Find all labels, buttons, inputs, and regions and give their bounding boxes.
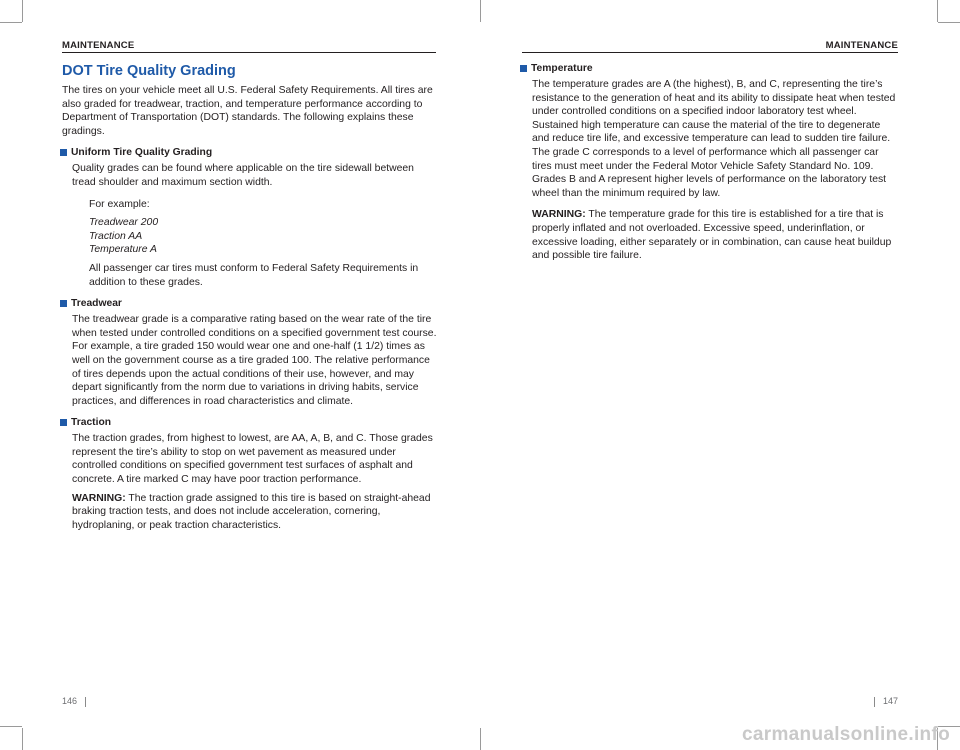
uniform-heading-label: Uniform Tire Quality Grading: [71, 147, 213, 159]
right-column: [522, 62, 900, 263]
example-traction: Traction AA: [89, 230, 143, 242]
warning-label: WARNING:: [72, 492, 126, 504]
temperature-warning: [532, 208, 900, 262]
page-number: 146: [62, 696, 78, 706]
header-rule: [522, 52, 898, 53]
traction-warning: [72, 492, 440, 533]
treadwear-paragraph: The treadwear grade is a comparative rating based on the wear rate of the tire when tested under controlled conditions on a specified government test course. For example, a tire graded 150 would wear one and one-half (1 1/2) times as well on the government course as a tire graded 100. The relative performance of tires depends upon the actual conditions of their use, however, and may depart significantly from the norm due to variations in driving habits, service practices, and differences in road characteristics and climate.: [72, 314, 437, 407]
left-column: [62, 62, 440, 532]
treadwear-heading-label: Treadwear: [71, 298, 122, 310]
temperature-heading: [520, 62, 900, 75]
traction-heading-label: Traction: [71, 417, 112, 429]
example-temperature: Temperature A: [89, 244, 157, 256]
square-bullet-icon: [520, 65, 527, 72]
uniform-note: All passenger car tires must conform to Federal Safety Requirements in addition to these grades.: [89, 262, 419, 288]
traction-heading: [60, 416, 440, 429]
example-label: For example:: [89, 198, 150, 210]
uniform-paragraph: Quality grades can be found where applicable on the tire sidewall between tread shoulder and maximum section width.: [72, 163, 414, 188]
uniform-heading: [60, 146, 440, 159]
temperature-heading-label: Temperature: [531, 63, 593, 74]
page-number: 147: [882, 696, 898, 706]
square-bullet-icon: [60, 149, 67, 156]
temperature-paragraph: The temperature grades are A (the highest), B, and C, representing the tire’s resistance to the generation of heat and its ability to dissipate heat when tested under controlled conditions on a specified indoor laboratory test wheel. Sustained high temperature can cause the material of the tire to degenerate and reduce tire life, and excessive temperature can lead to sudden tire failure. The grade C corresponds to a level of performance which all passenger car tires must meet under the Federal Motor Vehicle Safety Standard No. 109. Grades B and A represent higher levels of performance on the laboratory test wheel than the minimum required by law.: [532, 79, 896, 199]
square-bullet-icon: [60, 300, 67, 307]
page-number-left: [62, 696, 94, 707]
example-treadwear: Treadwear 200: [89, 217, 159, 229]
warning-label: WARNING:: [532, 209, 586, 221]
section-header: MAINTENANCE: [825, 40, 898, 51]
traction-paragraph: The traction grades, from highest to lowest, are AA, A, B, and C. Those grades represent the tire’s ability to stop on wet pavement as measured under controlled conditions on specified government test surfaces of asphalt and concrete. A tire marked C may have poor traction performance.: [72, 433, 433, 486]
section-header: MAINTENANCE: [62, 40, 135, 51]
example-list: [89, 216, 440, 257]
right-page: [480, 0, 960, 750]
intro-paragraph: The tires on your vehicle meet all U.S. Federal Safety Requirements. All tires are also graded for treadwear, traction, and temperature performance according to Department of Transportation (DOT) standards. The following explains these gradings.: [62, 85, 433, 137]
treadwear-heading: [60, 297, 440, 310]
warning-text: The traction grade assigned to this tire is based on straight-ahead braking traction tests, and does not include acceleration, cornering, hydroplaning, or peak traction characteristics.: [72, 492, 431, 531]
page-number-right: [866, 696, 898, 707]
warning-text: The temperature grade for this tire is established for a tire that is properly inflated and not overloaded. Excessive speed, underinflation, or excessive loading, either separately or in combination, can cause heat buildup and possible tire failure.: [532, 209, 892, 262]
square-bullet-icon: [60, 419, 67, 426]
watermark: carmanualsonline.info: [742, 724, 950, 745]
page-title: DOT Tire Quality Grading: [62, 63, 236, 79]
folio-divider: [85, 697, 86, 707]
header-rule: [62, 52, 436, 53]
folio-divider: [874, 697, 875, 707]
